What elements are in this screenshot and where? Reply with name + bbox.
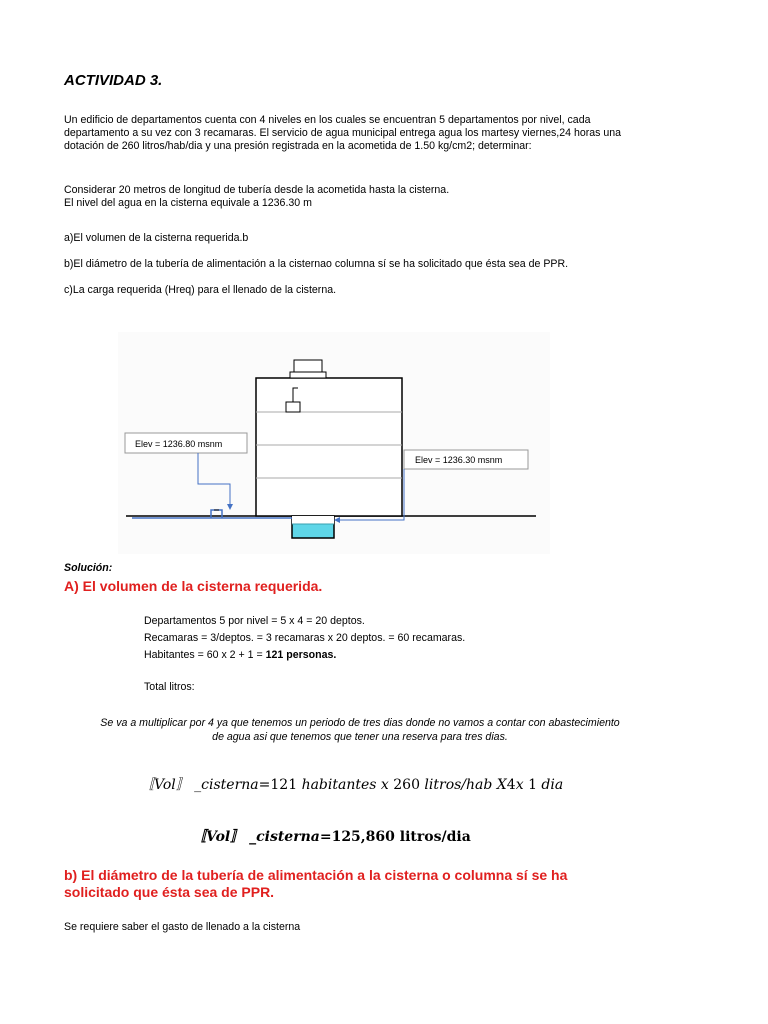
cistern-diagram (118, 332, 550, 554)
cistern-air (292, 516, 334, 524)
heading-part-b: b) El diámetro de la tubería de alimentación a la cisterna o columna sí se ha solicitado que ésta sea de PPR. (64, 867, 568, 900)
question-a: a)El volumen de la cisterna requerida.b (64, 232, 249, 244)
calc-habitantes-text: Habitantes = 60 x 2 + 1 = (144, 649, 266, 661)
formula1-num4: 1 (528, 777, 542, 793)
formula2-vol: 〚Vol〛 (192, 829, 245, 845)
consider-line-2: El nivel del agua en la cisterna equivale a 1236.30 m (64, 197, 312, 209)
formula1-litros: litros/hab X (424, 777, 507, 793)
formula1-num3: 4 (506, 777, 516, 793)
formula1-num1: 121 (270, 777, 302, 793)
formula1-vol: 〚Vol〛 _cisterna= (140, 777, 271, 793)
calc-total-litros: Total litros: (144, 681, 195, 693)
cistern-diagram-svg (118, 332, 550, 554)
formula1-x: x (515, 777, 529, 793)
closing-line: Se requiere saber el gasto de llenado a la cisterna (64, 921, 301, 933)
elev-left-arrowhead (227, 504, 233, 510)
formula1-hab: habitantes x (301, 777, 394, 793)
calc-habitantes-result: 121 personas. (265, 649, 337, 661)
considerations (64, 184, 624, 210)
note-line-1: Se va a multiplicar por 4 ya que tenemos un periodo de tres dias donde no vamos a contar con abastecimiento (100, 717, 620, 729)
roof-tank (294, 360, 322, 372)
elev-left-label: Elev = 1236.80 msnm (135, 439, 223, 449)
question-c: c)La carga requerida (Hreq) para el llenado de la cisterna. (64, 284, 337, 296)
problem-statement: Un edificio de departamentos cuenta con 4 niveles en los cuales se encuentran 5 departamentos por nivel, cada departamento a su vez con 3 recamaras. El servicio de agua municipal entrega agua los martesy viernes,24 horas una dotación de 260 litros/hab/dia y una presión registrada en la acometida de 1.50 kg/cm2; determinar: (64, 114, 622, 152)
explanatory-note (60, 716, 660, 744)
heading-part-a: A) El volumen de la cisterna requerida. (64, 578, 323, 594)
pump-box (286, 402, 300, 412)
formula1-dia: dia (541, 777, 564, 793)
meter-box (211, 510, 222, 518)
formula1-num2: 260 (393, 777, 425, 793)
document-title: ACTIVIDAD 3. (64, 72, 163, 89)
consider-line-1: Considerar 20 metros de longitud de tubería desde la acometida hasta la cisterna. (64, 184, 450, 196)
elev-right-arrowhead (334, 517, 340, 523)
calc-departamentos: Departamentos 5 por nivel = 5 x 4 = 20 deptos. (144, 615, 365, 627)
calc-recamaras: Recamaras = 3/deptos. = 3 recamaras x 20 deptos. = 60 recamaras. (144, 632, 466, 644)
volume-formula (140, 774, 563, 794)
volume-result (192, 826, 471, 846)
calc-habitantes (144, 647, 336, 664)
elev-left-leader (198, 453, 230, 508)
solution-label: Solución: (64, 562, 113, 574)
elev-right-label: Elev = 1236.30 msnm (415, 455, 503, 465)
formula2-value: =125,860 litros/dia (319, 829, 471, 845)
roof-tank-base (290, 372, 326, 378)
building (256, 378, 402, 516)
formula2-cisterna: _cisterna (244, 829, 320, 845)
question-b: b)El diámetro de la tubería de alimentación a la cisternao columna sí se ha solicitado que ésta sea de PPR. (64, 258, 569, 270)
note-line-2: de agua asi que tenemos que tener una reserva para tres dias. (212, 731, 508, 743)
